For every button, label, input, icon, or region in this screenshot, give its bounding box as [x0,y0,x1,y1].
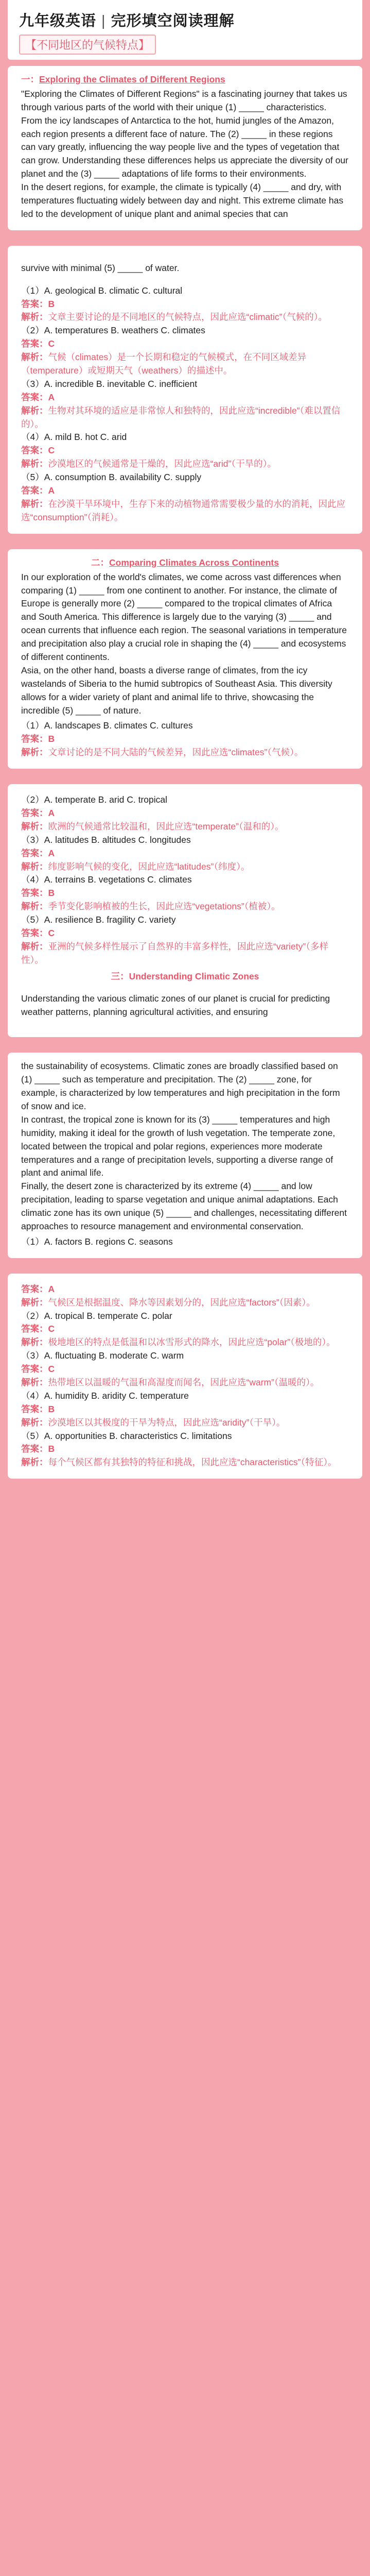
section1-paragraph: survive with minimal (5) _____ of water. [21,263,180,274]
explanation-text: 生物对其环境的适应是非常惊人和独特的，因此应选“incredible”（难以置信的）。 [21,405,341,429]
section2-answers-card [8,784,362,1037]
section1-title-prefix: 一： [21,74,39,84]
section3-answers-card [8,1274,362,1479]
explanation-label: 解析： [21,747,48,758]
explanation-label: 解析： [21,1417,48,1428]
section2-paragraph: In our exploration of the world's climates, we come across vast differences when comparing (1) _____ from one continent to another. For instance, the climate of Europe is generally more (2) _____ compared to the tropical climates of Africa and South America. This difference is largely due to the varying (3) _____ and ocean currents that influence each region. The seasonal variations in temperature and precipitation also play a crucial role in shaping the (4) _____ and ecosystems of different continents. [21,571,347,662]
answer-value: C [48,1324,55,1334]
explanation-text: 在沙漠干旱环境中，生存下来的动植物通常需要极少量的水的消耗，因此应选“consumption”（消耗）。 [21,498,345,522]
explanation-label: 解析： [21,352,48,363]
question-options: （4）A. mild B. hot C. arid [21,432,127,443]
question-options: （4）A. humidity B. aridity C. temperature [21,1390,189,1401]
explanation-text: 气候（climates）是一个长期和稳定的气候模式，在不同区域差异（temperature）或短期天气（weathers）的描述中。 [21,352,307,376]
explanation-text: 亚洲的气候多样性展示了自然界的丰富多样性，因此应选“variety”（多样性）。 [21,941,328,965]
answer-label: 答案： [21,807,48,818]
qa-item [21,1283,349,1310]
qa-item [21,793,349,834]
question-options: （5）A. opportunities B. characteristics C. limitations [21,1430,232,1441]
answer-value: A [48,485,55,496]
question-options: （4）A. terrains B. vegetations C. climates [21,874,192,885]
title-main: 九年级英语 [19,13,97,29]
section3-answers [21,1235,349,1249]
answer-value: A [48,848,55,858]
explanation-text: 气候区是根据温度、降水等因素划分的，因此应选“factors”（因素）。 [48,1297,315,1308]
section3-paragraph: the sustainability of ecosystems. Climatic zones are broadly classified based on (1) _____ such as temperature and precipitation. The (2) _____ zone, for example, is characterized by low temperatures and high precipitation in the form of snow and ice. [21,1061,340,1111]
explanation-text: 文章讨论的是不同大陆的气候差异，因此应选“climates”（气候）。 [48,747,304,758]
section1-title [21,73,349,87]
qa-item [21,471,349,524]
section3-title-text: Understanding Climatic Zones [129,971,259,981]
answer-value: C [48,927,55,938]
answer-value: C [48,445,55,456]
explanation-text: 纬度影响气候的变化，因此应选“latitudes”（纬度）。 [48,861,250,872]
question-options: （5）A. consumption B. availability C. supply [21,472,202,483]
section1-answers [21,284,349,524]
answer-label: 答案： [21,888,48,899]
title-suffix: 完形填空阅读理解 [111,13,235,29]
section2-title-prefix: 二： [91,557,110,568]
explanation-text: 欧洲的气候通常比较温和，因此应选“temperate”（温和的）。 [48,821,284,832]
section3-paragraph: Understanding the various climatic zones of our planet is crucial for predicting weather patterns, planning agricultural activities, and ensuring [21,993,330,1017]
answer-label: 答案： [21,338,48,349]
answer-label: 答案： [21,392,48,402]
question-options: （1）A. landscapes B. climates C. cultures [21,720,193,731]
qa-item [21,1389,349,1430]
explanation-label: 解析： [21,1457,48,1468]
explanation-label: 解析： [21,821,48,832]
section3-title-prefix: 三： [111,971,129,981]
qa-item [21,1430,349,1470]
explanation-text: 极地地区的特点是低温和以冰雪形式的降水，因此应选“polar”（极地的）。 [48,1337,336,1348]
qa-item [21,1235,349,1249]
section2-paragraph: Asia, on the other hand, boasts a diverse range of climates, from the icy wastelands of Siberia to the humid subtropics of Southeast Asia. This diversity allows for a wider variety of plant and animal life to thrive, showcasing the incredible (5) _____ of nature. [21,665,332,716]
explanation-text: 季节变化影响植被的生长，因此应选“vegetations”（植被）。 [48,901,280,912]
answer-label: 答案： [21,485,48,496]
question-options: （3）A. incredible B. inevitable C. inefficient [21,378,198,389]
section2-answers-cont [21,793,349,967]
qa-item [21,324,349,378]
question-options: （1）A. geological B. climatic C. cultural [21,285,183,296]
question-options: （3）A. fluctuating B. moderate C. warm [21,1350,184,1361]
qa-item [21,834,349,874]
qa-item [21,378,349,431]
section2-answers [21,719,349,759]
explanation-label: 解析： [21,861,48,872]
answer-label: 答案： [21,848,48,858]
section3-paragraph: In contrast, the tropical zone is known for its (3) _____ temperatures and high humidity, making it ideal for the growth of lush vegetation. The temperate zone, located between the tropical and polar regions, experiences more moderate temperatures and a range of precipitation levels, supporting a diverse range of plant and animal life. [21,1114,336,1178]
question-options: （2）A. temperatures B. weathers C. climates [21,325,205,336]
answer-value: A [48,1283,55,1294]
section2-title [21,556,349,570]
explanation-text: 文章主要讨论的是不同地区的气候特点，因此应选“climatic”（气候的）。 [48,312,327,323]
explanation-label: 解析： [21,901,48,912]
answer-label: 答案： [21,734,48,744]
question-options: （2）A. tropical B. temperate C. polar [21,1310,172,1321]
explanation-text: 沙漠地区以其极度的干旱为特点，因此应选“aridity”（干旱）。 [48,1417,286,1428]
explanation-text: 每个气候区都有其独特的特征和挑战，因此应选“characteristics”（特征）。 [48,1457,337,1468]
answer-label: 答案： [21,1403,48,1414]
answer-value: A [48,392,55,402]
section2-passage-card [8,549,362,769]
qa-item [21,284,349,325]
question-options: （3）A. latitudes B. altitudes C. longitudes [21,834,191,845]
explanation-text: 沙漠地区的气候通常是干燥的，因此应选“arid”（干旱的）。 [48,459,276,469]
section3-title [21,970,349,984]
qa-item [21,873,349,913]
answer-label: 答案： [21,298,48,309]
question-options: （2）A. temperate B. arid C. tropical [21,794,167,805]
page-title [19,9,351,30]
answer-label: 答案： [21,1283,48,1294]
answer-value: B [48,888,55,899]
answer-value: C [48,338,55,349]
subtitle-badge: 【不同地区的气候特点】 [19,35,156,55]
explanation-label: 解析： [21,1297,48,1308]
explanation-label: 解析： [21,498,48,509]
answer-label: 答案： [21,1324,48,1334]
answer-value: C [48,1364,55,1375]
section3-paragraph: Finally, the desert zone is characterized by its extreme (4) _____ and low precipitation, leading to sparse vegetation and unique animal adaptations. Each climatic zone has its own unique (5) _____ and challenges, necessitating different approaches to resource management and environmental conservation. [21,1181,347,1232]
section2-title-text: Comparing Climates Across Continents [109,557,279,568]
answer-value: B [48,1403,55,1414]
answer-label: 答案： [21,1444,48,1454]
title-separator: | [101,13,106,29]
question-options: （1）A. factors B. regions C. seasons [21,1236,173,1247]
qa-item [21,913,349,967]
answer-label: 答案： [21,445,48,456]
explanation-label: 解析： [21,941,48,952]
section1-passage-card [8,66,362,230]
question-options: （5）A. resilience B. fragility C. variety [21,914,176,925]
section1-answers-card [8,246,362,534]
explanation-label: 解析： [21,312,48,323]
section3-answers-cont [21,1283,349,1469]
answer-value: B [48,1444,55,1454]
answer-value: A [48,807,55,818]
explanation-label: 解析： [21,459,48,469]
section1-paragraph: In the desert regions, for example, the climate is typically (4) _____ and dry, with temperatures fluctuating widely between day and night. This extreme climate has led to the development of unique plant and animal species that can [21,182,344,219]
qa-item [21,1349,349,1389]
qa-item [21,719,349,759]
section1-title-text: Exploring the Climates of Different Regions [39,74,225,84]
qa-item [21,431,349,471]
answer-label: 答案： [21,1364,48,1375]
answer-value: B [48,734,55,744]
section1-paragraph: "Exploring the Climates of Different Regions" is a fascinating journey that takes us through various parts of the world with their unique (1) _____ characteristics. From the icy landscapes of Antarctica to the hot, humid jungles of the Amazon, each region presents a different face of nature. The (2) _____ in these regions can vary greatly, influencing the way people live and the types of vegetation that can grow. Understanding these differences helps us appreciate the diversity of our planet and the (3) _____ adaptations of life forms to their environments. [21,88,348,179]
section3-passage-card [8,1053,362,1258]
qa-item [21,1310,349,1350]
answer-value: B [48,298,55,309]
explanation-label: 解析： [21,405,48,416]
explanation-text: 热带地区以温暖的气温和高湿度而闻名，因此应选“warm”（温暖的）。 [48,1377,320,1388]
answer-label: 答案： [21,927,48,938]
explanation-label: 解析： [21,1377,48,1388]
header [8,0,362,60]
explanation-label: 解析： [21,1337,48,1348]
